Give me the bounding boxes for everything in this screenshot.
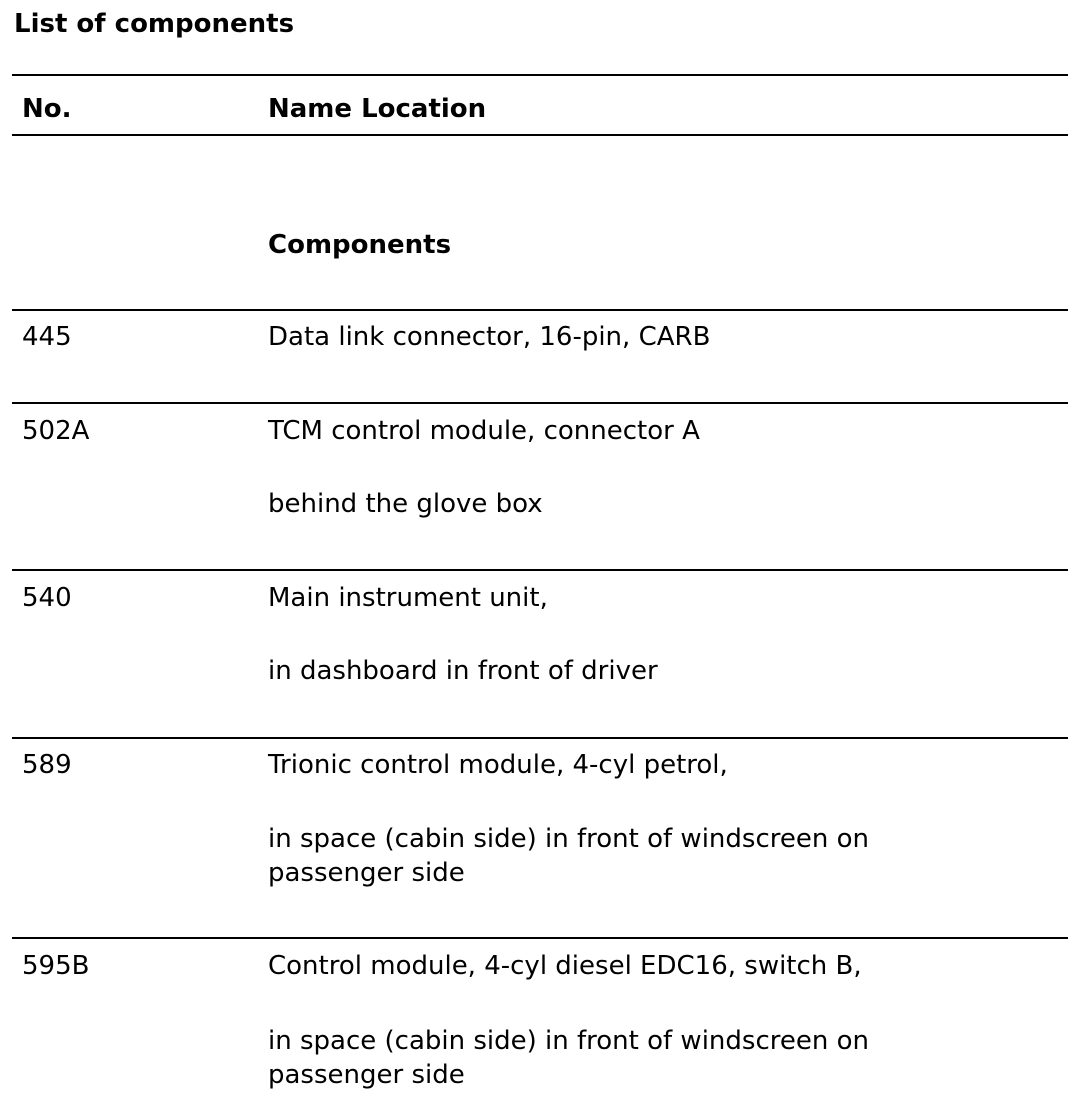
header-name-location: Name Location [268,94,487,124]
row-location: in space (cabin side) in front of windscreen on passenger side [268,1026,869,1090]
row-name: Trionic control module, 4-cyl petrol, [268,750,728,780]
row-number: 445 [22,322,72,352]
row-divider [12,737,1068,739]
row-name: TCM control module, connector A [268,416,700,446]
row-divider [12,569,1068,571]
row-divider [12,402,1068,404]
row-name: Control module, 4-cyl diesel EDC16, switch B, [268,951,862,981]
section-label: Components [268,230,452,260]
table-top-rule [12,74,1068,76]
row-number: 502A [22,416,90,446]
row-name: Data link connector, 16-pin, CARB [268,322,711,352]
row-divider [12,309,1068,311]
row-divider [12,937,1068,939]
header-bottom-rule [12,134,1068,136]
row-location: in dashboard in front of driver [268,656,658,686]
row-number: 540 [22,583,72,613]
row-number: 595B [22,951,90,981]
page-title: List of components [14,9,295,39]
row-location: in space (cabin side) in front of windscreen on passenger side [268,824,869,888]
row-name: Main instrument unit, [268,583,548,613]
row-number: 589 [22,750,72,780]
header-no: No. [22,94,72,124]
row-location: behind the glove box [268,489,543,519]
